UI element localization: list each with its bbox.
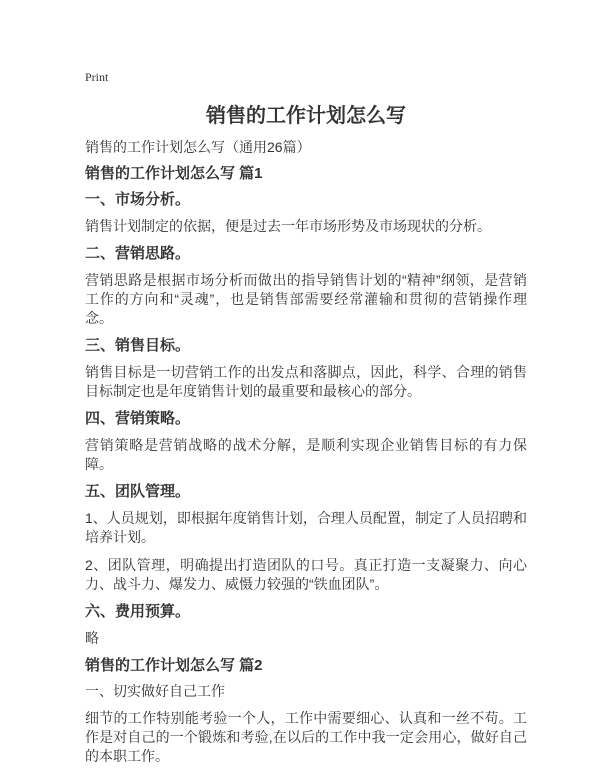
paragraph: 略	[85, 630, 99, 646]
section-heading: 三、销售目标。	[85, 337, 191, 354]
paragraph: 销售计划制定的依据，便是过去一年市场形势及市场现状的分析。	[85, 218, 491, 234]
paragraph: 销售目标是一切营销工作的出发点和落脚点，因此，科学、合理的销售目标制定也是年度销售计划的最重要和最核心的部分。	[85, 364, 527, 399]
document-body	[85, 165, 527, 766]
section-heading: 五、团队管理。	[85, 483, 191, 500]
section-title: 销售的工作计划怎么写 篇1	[85, 165, 263, 182]
paragraph: 2、团队管理，明确提出打造团队的口号。真正打造一支凝聚力、向心力、战斗力、爆发力、威慑力较强的“铁血团队”。	[85, 557, 527, 592]
paragraph: 营销思路是根据市场分析而做出的指导销售计划的“精神”纲领，是营销工作的方向和“灵魂”，也是销售部需要经常灌输和贯彻的营销操作理念。	[85, 272, 527, 326]
document-subtitle: 销售的工作计划怎么写（通用26篇）	[85, 139, 311, 155]
paragraph: 细节的工作特别能考验一个人，工作中需要细心、认真和一丝不苟。工作是对自己的一个锻炼和考验,在以后的工作中我一定会用心，做好自己的本职工作。	[85, 710, 527, 764]
section-heading: 一、市场分析。	[85, 191, 191, 208]
section-title: 销售的工作计划怎么写 篇2	[85, 657, 263, 674]
section-heading: 四、营销策略。	[85, 410, 191, 427]
paragraph: 1、人员规划，即根据年度销售计划，合理人员配置，制定了人员招聘和培养计划。	[85, 510, 527, 545]
section-heading: 二、营销思路。	[85, 245, 191, 262]
paragraph: 营销策略是营销战略的战术分解，是顺利实现企业销售目标的有力保障。	[85, 437, 527, 472]
section-heading: 六、费用预算。	[85, 603, 191, 620]
section-subheading: 一、切实做好自己工作	[85, 683, 225, 699]
print-button[interactable]: Print	[85, 70, 109, 84]
document-title: 销售的工作计划怎么写	[206, 105, 406, 127]
